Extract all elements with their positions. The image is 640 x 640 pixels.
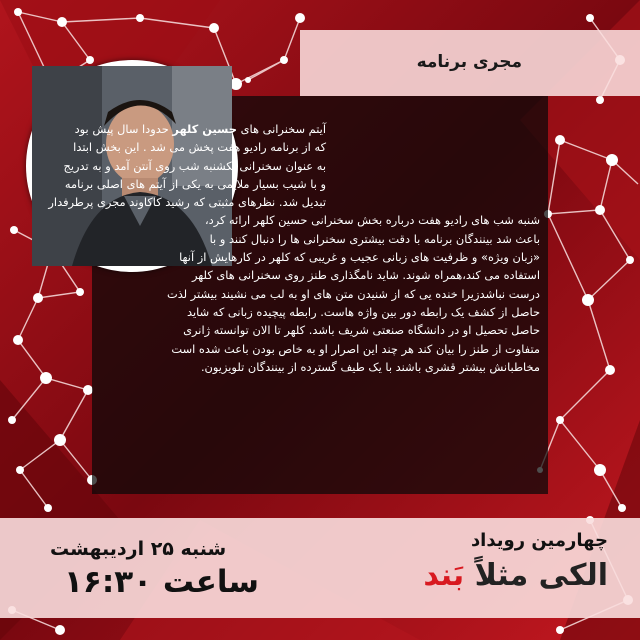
bio-line: تبدیل شد. نظرهای مثبتی که رشید کاکاوند مجری پرطرفدار — [48, 195, 326, 210]
host-name: حسین کلهر — [172, 122, 237, 136]
bio-line: به عنوان سخنرانی یکشنبه شب روی آنتن آمد و به تدریج — [63, 158, 326, 173]
bio-line: باعث شد بینندگان برنامه با دقت بیشتری سخنرانی ها را دنبال کنند و با — [209, 231, 540, 246]
event-title-main: الکی مثلاً — [474, 558, 608, 593]
bio-line: استفاده می کند،همراه شوند. شاید نامگذاری طنز روی سخنرانی های کلهر — [192, 268, 540, 283]
host-section-title: مجری برنامه — [416, 52, 522, 72]
bio-line: درست نباشدزیرا خنده یی که از شنیدن متن های او به لب می نشیند بیشتر لذت — [166, 286, 540, 301]
event-time: ساعت ۱۶:۳۰ — [64, 564, 260, 600]
event-subtitle: چهارمین رویداد — [470, 530, 608, 551]
bio-line: شنبه شب های رادیو هفت درباره بخش سخنرانی حسین کلهر ارائه کرد، — [204, 213, 540, 228]
event-date: شنبه ۲۵ اردیبهشت — [50, 538, 227, 560]
bio-line: متفاوت از طنز را بیان کند هر چند این اصرار او به خاص بودن باعث شده است — [171, 341, 540, 356]
bio-line: و با شیب بسیار ملایمی به یکی از آیتم های اصلی برنامه — [64, 176, 326, 191]
bio-line: «زبان ویژه» و ظرفیت های زبانی عجیب و غریبی که کلهر در کارهایش از آنها — [179, 250, 540, 265]
bio-line: حاصل تحصیل او در دانشگاه صنعتی شریف باشد. کلهر تا الان توانسته ژانری — [183, 323, 540, 338]
bio-line: حاصل از کشف یک رابطه دور بین واژه هاست. رابطه پیچیده زبانی که شاید — [186, 304, 540, 319]
bio-line: مخاطبانش بیشتر قشری باشند با یک طیف گسترده از بینندگان تلویزیون. — [200, 359, 540, 374]
host-bio — [48, 120, 540, 490]
bio-line: آیتم سخنرانی های حسین کلهر حدودا سال پیش بود — [74, 122, 326, 136]
bio-line: که از برنامه رادیو هفت پخش می شد . این بخش ابتدا — [73, 140, 326, 155]
event-title-accent: بَند — [423, 558, 465, 593]
event-title — [423, 556, 608, 596]
